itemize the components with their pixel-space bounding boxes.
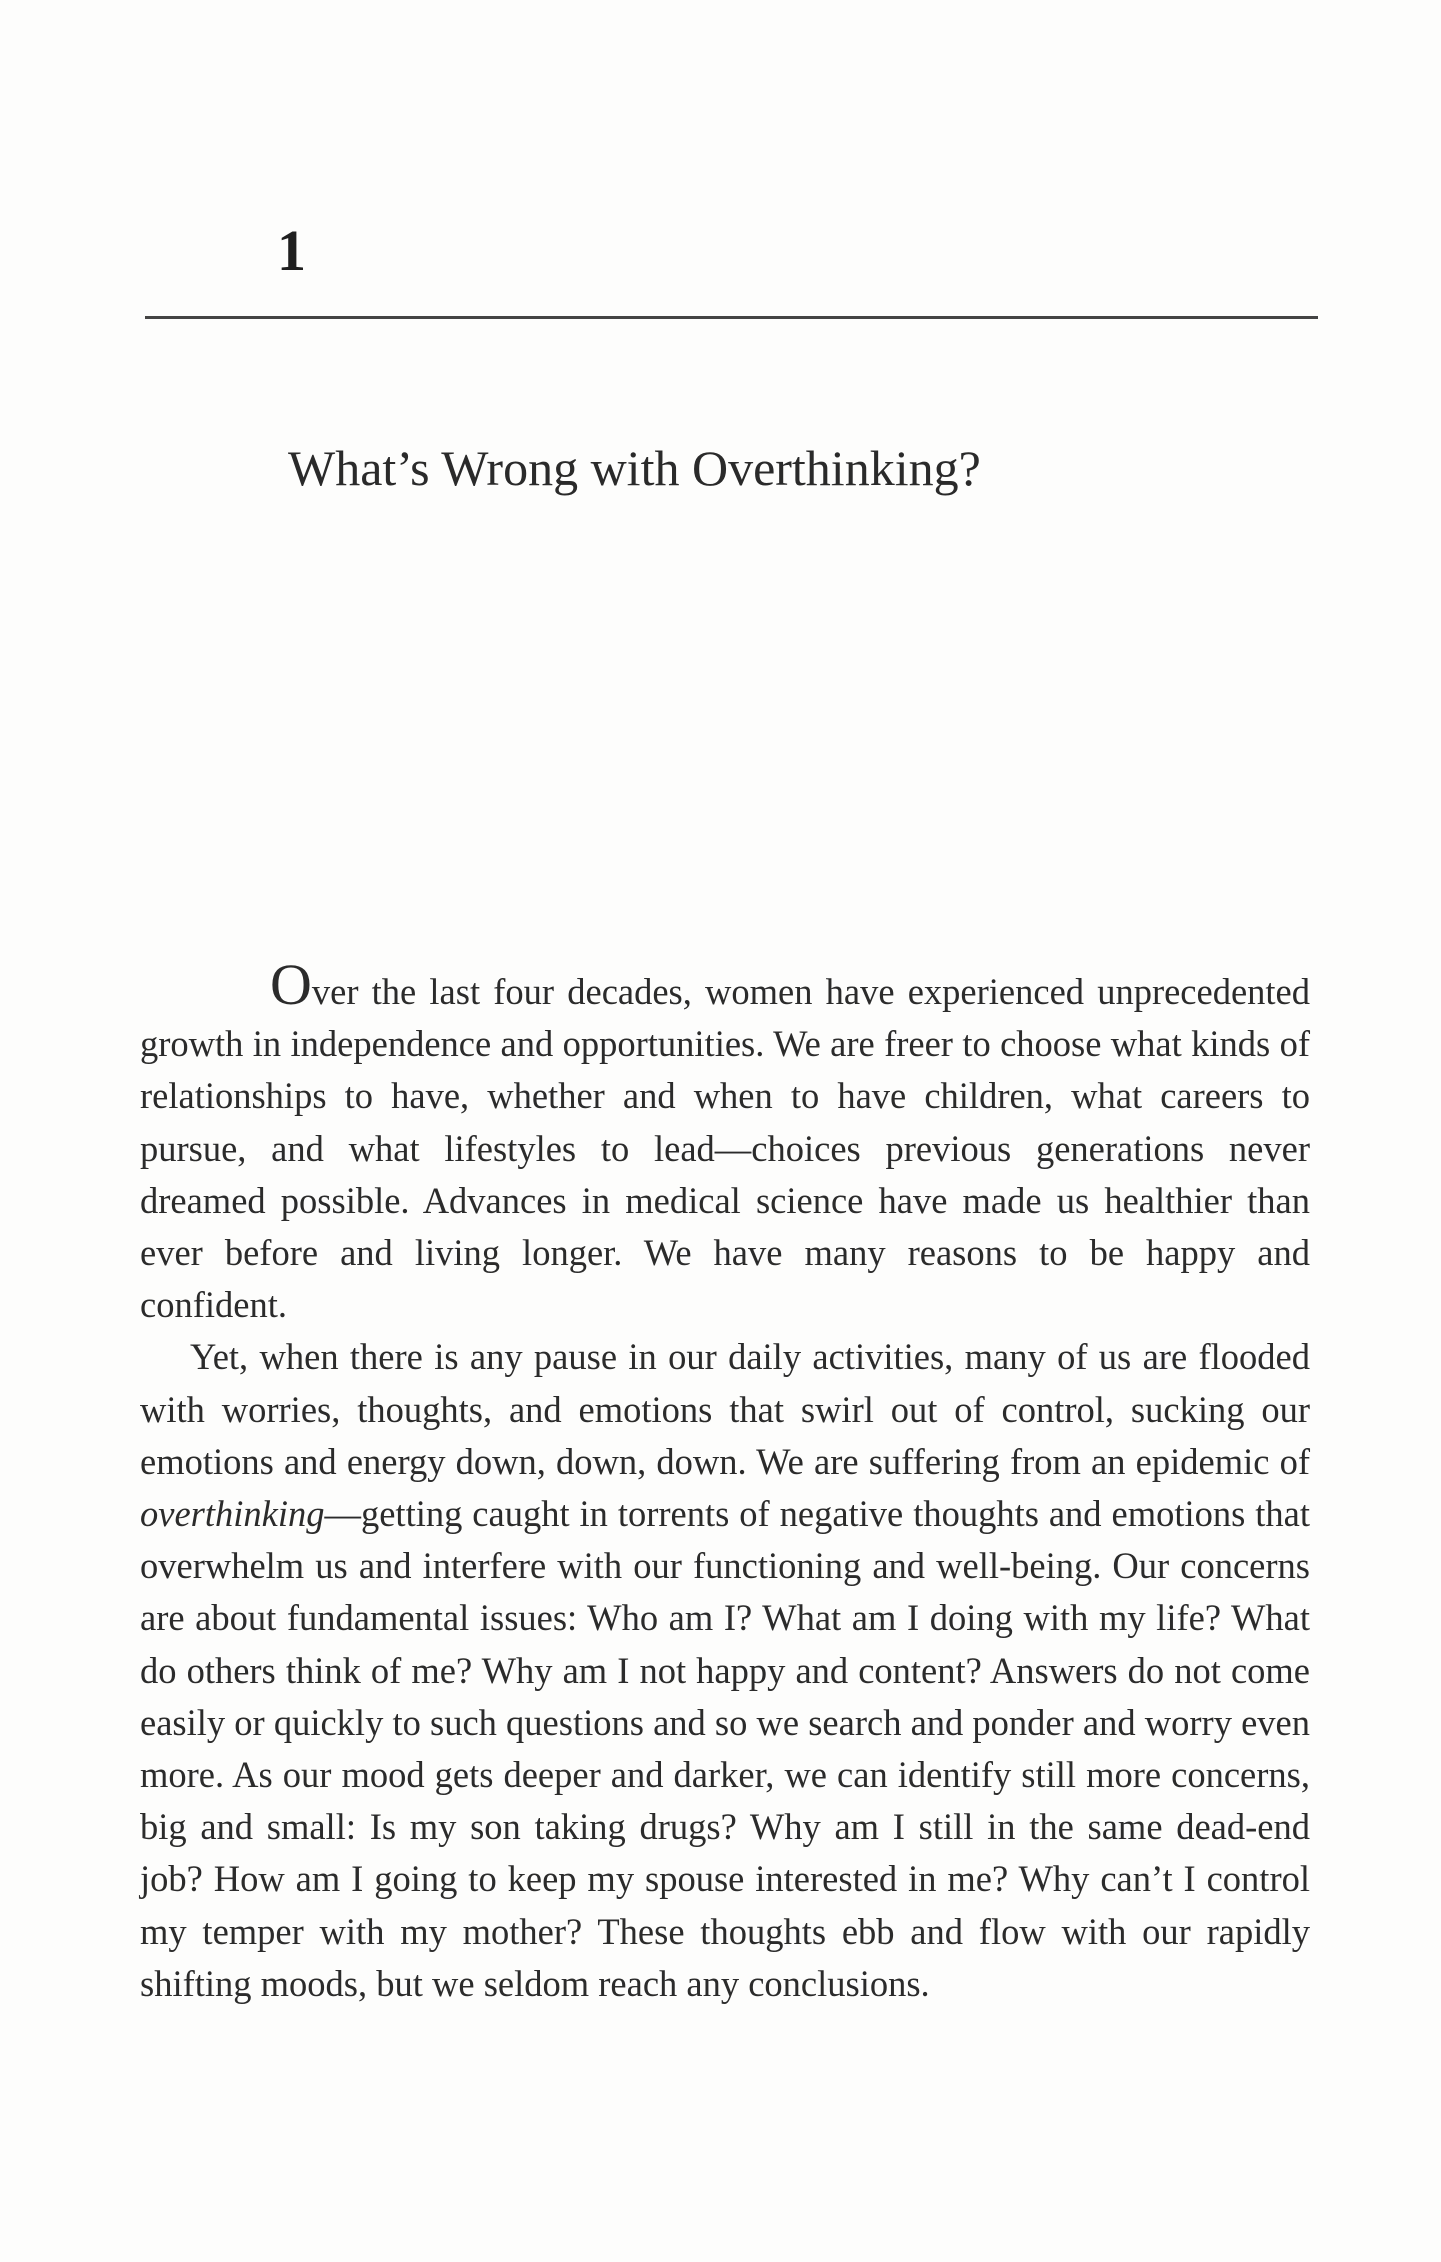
- paragraph-2-text-start: Yet, when there is any pause in our daily activities, many of us are flooded with worries, thoughts, and emotions that swirl out of control, sucking our emotions and energy down, down, down. We are suffering from an epidemic of: [140, 1336, 1310, 1482]
- chapter-divider: [145, 316, 1318, 319]
- paragraph-1-text: ver the last four decades, women have experienced unprecedented growth in independence and opportunities. We are freer to choose what kinds of relationships to have, whether and when to have children, what careers to pursue, and what lifestyles to lead—choices previous generations never dreamed possible. Advances in medical science have made us healthier than ever before and living longer. We have many reasons to be happy and confident.: [140, 971, 1310, 1326]
- emphasis-term: overthinking: [140, 1493, 325, 1535]
- paragraph-2: [140, 1331, 1310, 2010]
- drop-cap: O: [270, 952, 312, 1017]
- paragraph-1: [140, 952, 1310, 1331]
- chapter-body: [140, 952, 1310, 2010]
- chapter-number: 1: [277, 218, 306, 283]
- paragraph-2-text-end: —getting caught in torrents of negative thoughts and emotions that overwhelm us and interfere with our functioning and well-being. Our concerns are about fundamental issues: Who am I? What am I doing with my life? What do others think of me? Why am I not happy and content? Answers do not come easily or quickly to such questions and so we search and ponder and worry even more. As our mood gets deeper and darker, we can identify still more concerns, big and small: Is my son taking drugs? Why am I still in the same dead-end job? How am I going to keep my spouse interested in me? Why can’t I control my temper with my mother? These thoughts ebb and flow with our rapidly shifting moods, but we seldom reach any conclusions.: [140, 1493, 1310, 2004]
- chapter-title: What’s Wrong with Overthinking?: [288, 440, 981, 496]
